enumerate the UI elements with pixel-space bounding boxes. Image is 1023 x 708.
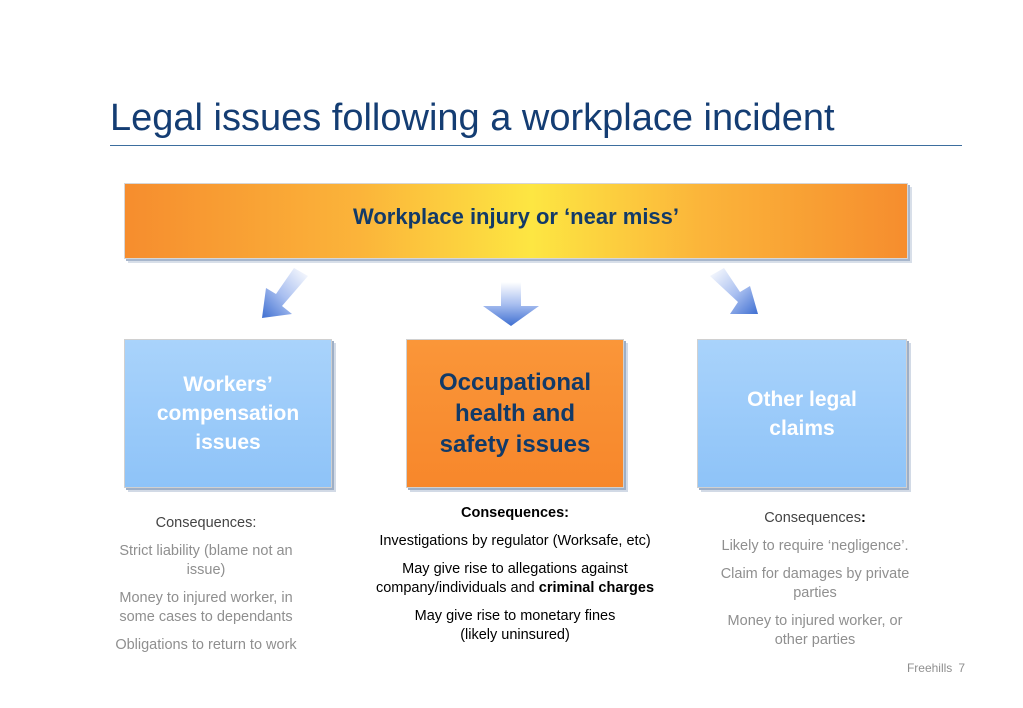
incident-banner <box>124 183 908 259</box>
ohs-box <box>406 339 624 488</box>
other-claims-box <box>697 339 907 488</box>
box-label: Occupational health and safety issues <box>438 369 592 458</box>
list-item: Strict liability (blame not an issue) <box>119 543 293 578</box>
list-item: Money to injured worker, or other parties <box>727 613 903 648</box>
consequences-heading: Consequences: <box>461 505 569 521</box>
page-number: 7 <box>958 661 965 675</box>
arrow-down-right-icon <box>258 266 310 322</box>
list-item-text: May give rise to allegations against company/individuals and <box>375 561 628 596</box>
list-item: Money to injured worker, in some cases to dependants <box>119 590 293 625</box>
consequences-mid <box>356 504 674 654</box>
consequences-heading-colon: : <box>860 510 866 526</box>
banner-text: Workplace injury or ‘near miss’ <box>352 204 680 229</box>
title-divider <box>110 145 962 146</box>
workers-compensation-box <box>124 339 332 488</box>
consequences-heading <box>705 509 925 528</box>
consequences-right <box>705 509 925 659</box>
list-item: Likely to require ‘negligence’. <box>721 538 909 554</box>
footer-brand: Freehills <box>906 661 953 675</box>
list-item: Obligations to return to work <box>115 637 297 653</box>
list-item <box>356 560 674 598</box>
consequences-heading: Consequences: <box>155 515 257 531</box>
box-label: Other legal claims <box>747 387 857 440</box>
list-item: Claim for damages by private parties <box>720 566 910 601</box>
arrow-down-left-icon <box>708 266 762 318</box>
page-title: Legal issues following a workplace incident <box>110 97 835 139</box>
box-label: Workers’ compensation issues <box>156 373 300 454</box>
list-item: May give rise to monetary fines (likely uninsured) <box>414 608 616 643</box>
slide-footer <box>907 661 965 675</box>
consequences-heading-text: Consequences <box>764 510 861 526</box>
consequences-left <box>105 514 307 664</box>
arrow-down-icon <box>481 282 541 328</box>
list-item-bold: criminal charges <box>538 580 655 596</box>
list-item: Investigations by regulator (Worksafe, etc) <box>379 533 651 549</box>
